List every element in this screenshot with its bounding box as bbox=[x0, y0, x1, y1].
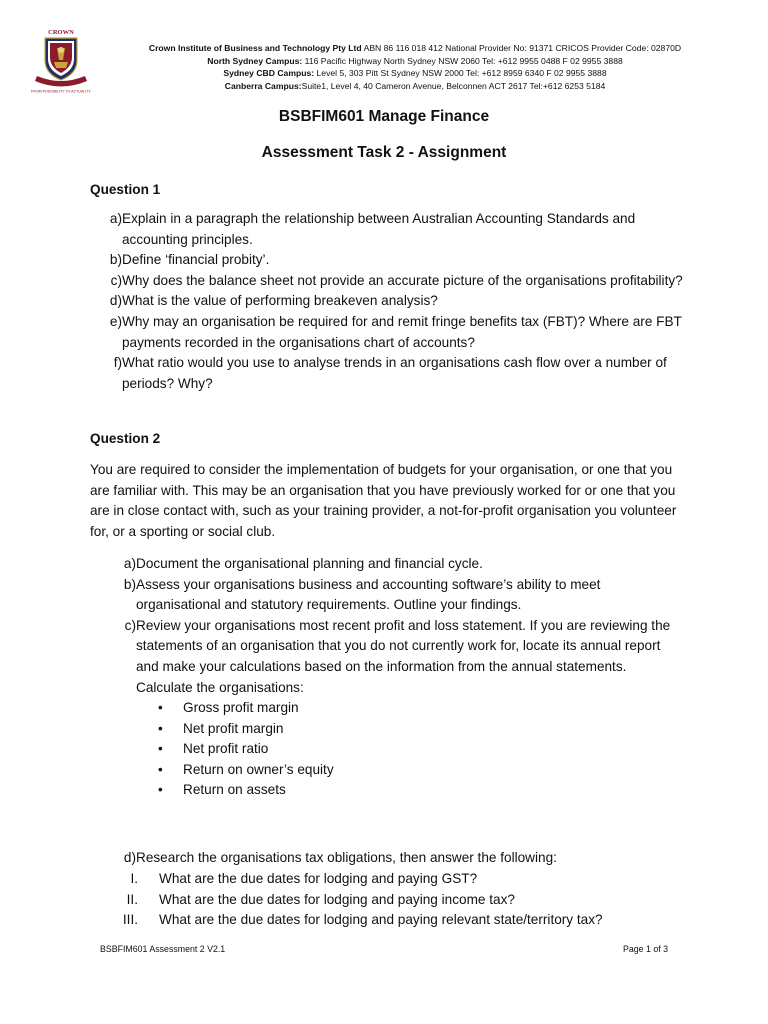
list-item: a) Document the organisational planning and financial cycle. bbox=[123, 556, 483, 571]
question-2-intro: You are required to consider the implementation of budgets for your organisation, or one that you are familiar with. This may be an organisation that you have previously worked for or one that you are in close contact with, such as your training provider, a not-for-profit organisation you volunteer for, or a sporting or social club. bbox=[90, 462, 677, 539]
bullet-item: • Gross profit margin bbox=[156, 698, 334, 719]
list-item: e) Why may an organisation be required for and remit fringe benefits tax (FBT)? Where are FBT payments recorded in the organisations chart of accounts? bbox=[109, 313, 682, 350]
question-2-heading: Question 2 bbox=[90, 431, 161, 446]
footer-document-code: BSBFIM601 Assessment 2 V2.1 bbox=[100, 944, 226, 954]
bullet-icon: • bbox=[158, 700, 163, 715]
list-item: d) What is the value of performing breakeven analysis? bbox=[109, 293, 438, 309]
bullet-icon: • bbox=[158, 761, 163, 777]
question-1-list bbox=[96, 209, 696, 394]
list-item: a) Explain in a paragraph the relationship between Australian Accounting Standards and accounting principles. bbox=[109, 211, 636, 247]
list-item: f) What ratio would you use to analyse trends in an organisations cash flow over a number of periods? Why? bbox=[113, 355, 667, 391]
bullet-icon: • bbox=[158, 782, 163, 798]
document-title: BSBFIM601 Manage Finance bbox=[278, 108, 490, 125]
document-subtitle: Assessment Task 2 - Assignment bbox=[261, 144, 507, 161]
bullet-item: • Return on assets bbox=[156, 780, 334, 801]
list-item: I. What are the due dates for lodging and paying GST? bbox=[130, 871, 478, 886]
list-item: b) Assess your organisations business and accounting software’s ability to meet organisational and statutory requirements. Outline your findings. bbox=[123, 576, 601, 613]
logo-tagline: FROM POSSIBILITY TO ACTUALITY bbox=[31, 89, 91, 94]
institution-header bbox=[100, 42, 730, 92]
question-1-heading: Question 1 bbox=[90, 182, 161, 197]
bullet-item: • Net profit margin bbox=[156, 719, 334, 740]
footer-page-number: Page 1 of 3 bbox=[623, 944, 668, 954]
list-item: c) Review your organisations most recent profit and loss statement. If you are reviewing the statements of an organisation that you do not currently work for, locate its annual report and make your calculations based on the information from the annual statements. Calculate the organisations: bbox=[124, 617, 671, 695]
header-line-4: Canberra Campus:Suite1, Level 4, 40 Cameron Avenue, Belconnen ACT 2617 Tel:+612 6253 5184 bbox=[224, 80, 606, 91]
question-2-list bbox=[110, 554, 680, 698]
bullet-icon: • bbox=[158, 741, 163, 757]
bullet-icon: • bbox=[158, 720, 163, 736]
ratio-bullet-list bbox=[156, 698, 334, 801]
logo-wordmark: CROWN bbox=[48, 29, 74, 36]
bullet-item: • Return on owner’s equity bbox=[156, 760, 334, 781]
crown-institute-logo bbox=[24, 26, 98, 94]
list-item: c) Why does the balance sheet not provide an accurate picture of the organisations profitability? bbox=[110, 272, 683, 288]
list-item: II. What are the due dates for lodging and paying income tax? bbox=[126, 891, 515, 907]
header-line-2: North Sydney Campus: 116 Pacific Highway North Sydney NSW 2060 Tel: +612 9955 0488 F 02 9955 3888 bbox=[207, 55, 623, 66]
header-line-3: Sydney CBD Campus: Level 5, 303 Pitt St Sydney NSW 2000 Tel: +612 8959 6340 F 02 9955 3888 bbox=[223, 68, 607, 79]
bullet-item: • Net profit ratio bbox=[156, 739, 334, 760]
list-item: b) Define ‘financial probity’. bbox=[109, 252, 270, 268]
header-line-1: Crown Institute of Business and Technology Pty Ltd ABN 86 116 018 412 National Provider No: 91371 CRICOS Provider Code: 02870D bbox=[148, 43, 682, 53]
question-2-item-d: d) Research the organisations tax obligations, then answer the following: bbox=[123, 850, 557, 865]
tax-questions-list bbox=[110, 869, 670, 931]
list-item: III. What are the due dates for lodging and paying relevant state/territory tax? bbox=[122, 912, 603, 928]
